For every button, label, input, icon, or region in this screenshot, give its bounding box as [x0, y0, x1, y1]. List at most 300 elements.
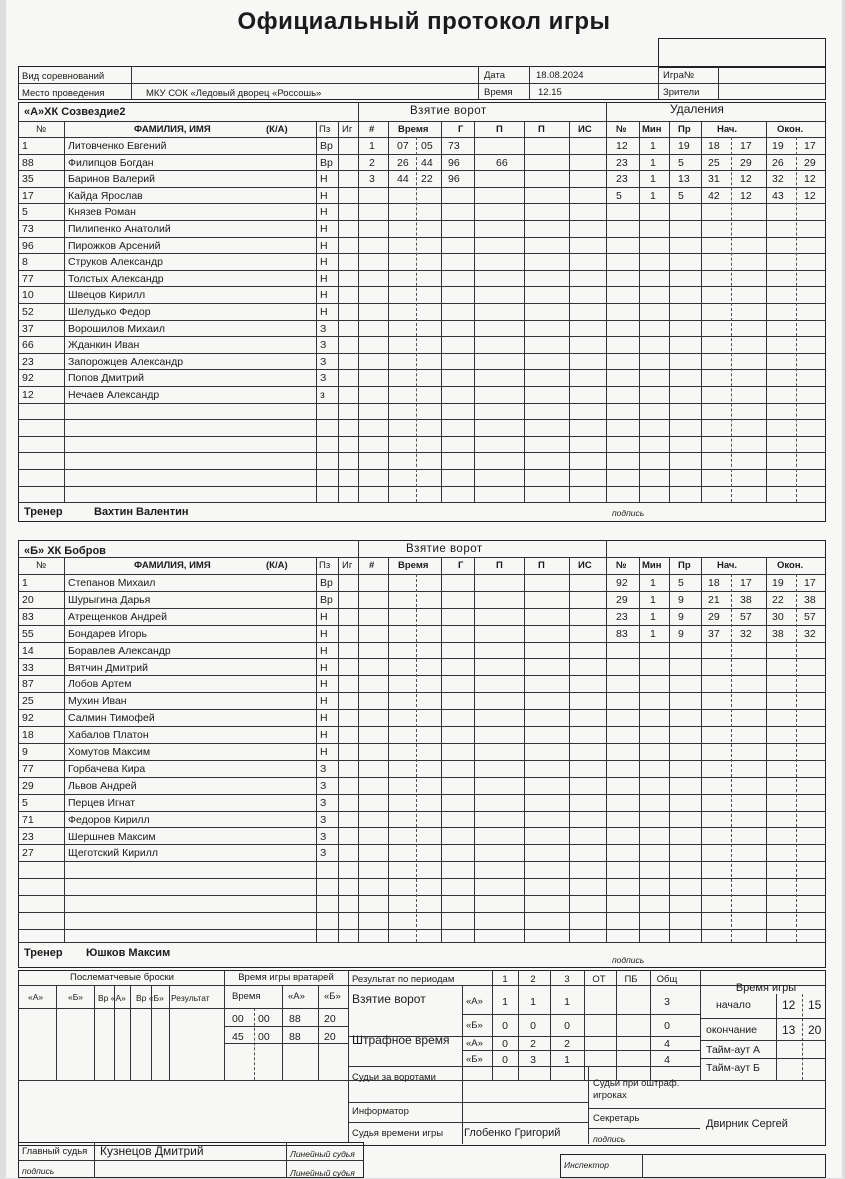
penalty-start-second: 12 — [740, 189, 752, 202]
penalty-end-second: 12 — [804, 189, 816, 202]
section-divider — [224, 970, 225, 1080]
player-position: Н — [320, 610, 328, 623]
row-line — [18, 353, 826, 354]
player-position: Н — [320, 729, 328, 742]
penalty-start-second: 32 — [740, 627, 752, 640]
game-end-minute: 20 — [808, 1023, 822, 1037]
penalty-reason: 5 — [678, 577, 684, 589]
seconds-divider — [416, 137, 417, 502]
player-position: з — [320, 389, 325, 401]
player-position: З — [320, 355, 327, 368]
player-number: 12 — [22, 389, 34, 401]
goalie-time-minute: 00 — [232, 1013, 244, 1025]
row-line — [18, 220, 826, 221]
goal-number: 1 — [369, 140, 375, 152]
period-score-cell: 3 — [664, 996, 670, 1008]
shootout-column-line — [130, 986, 131, 1080]
row-line — [18, 591, 826, 592]
column-header-name: ФАМИЛИЯ, ИМЯ — [134, 124, 211, 135]
row-line — [18, 658, 826, 659]
column-line — [64, 121, 65, 502]
penalty-minutes: 1 — [650, 156, 656, 169]
player-number: 52 — [22, 306, 34, 318]
row-line — [18, 237, 826, 238]
secretary-label: Секретарь — [593, 1113, 640, 1124]
game-end-label: окончание — [706, 1024, 758, 1036]
period-team-tag: «А» — [466, 996, 483, 1007]
goals-column-header: # — [369, 124, 375, 135]
player-number: 88 — [22, 156, 34, 169]
penalty-start-second: 12 — [740, 173, 752, 186]
goal-minute: 26 — [397, 156, 409, 169]
spectators-label: Зрители — [663, 87, 700, 98]
row-line — [18, 760, 826, 761]
team-b-coach-label: Тренер — [24, 947, 63, 959]
player-name: Бондарев Игорь — [68, 627, 147, 640]
goals-column-header: Г — [458, 560, 464, 571]
player-position: Н — [320, 173, 328, 186]
player-name: Нечаев Александр — [68, 389, 160, 401]
period-column-header: ПБ — [624, 974, 638, 985]
goal-scorer: 96 — [448, 156, 460, 169]
penalty-column-header: Окон. — [777, 560, 804, 571]
column-line — [338, 121, 339, 502]
penalty-reason: 5 — [678, 156, 684, 169]
game-end-hour: 13 — [782, 1023, 796, 1037]
column-line — [669, 121, 670, 502]
row-line — [18, 912, 826, 913]
timekeeper-label: Судья времени игры — [352, 1128, 444, 1139]
penalty-reason: 9 — [678, 627, 684, 640]
period-column-header: Общ — [656, 974, 678, 985]
column-line — [669, 557, 670, 942]
team-b-coach-name: Юшков Максим — [86, 947, 171, 959]
penalty-end-second: 57 — [804, 610, 816, 623]
player-position: Н — [320, 289, 328, 302]
column-line — [474, 121, 475, 502]
player-position: Н — [320, 272, 328, 285]
goals-column-header: П — [496, 124, 503, 135]
header-line — [18, 557, 826, 558]
row-line — [18, 844, 826, 845]
penalty-end-minute: 38 — [772, 627, 784, 640]
row-line — [18, 625, 826, 626]
row-line — [18, 203, 826, 204]
row-line — [18, 726, 826, 727]
goals-column-header: П — [496, 560, 503, 571]
player-position: З — [320, 813, 327, 826]
row-line — [18, 270, 826, 271]
goal-second: 05 — [421, 140, 433, 152]
goalie-time-second: 00 — [258, 1013, 270, 1025]
type-label: Вид соревнований — [22, 71, 105, 82]
penalty-end-minute: 19 — [772, 140, 784, 152]
goalie-column-line — [318, 986, 319, 1080]
goals-column-header: ИС — [578, 560, 592, 571]
game-time-row-line — [700, 1018, 826, 1019]
period-column-line — [550, 970, 551, 1080]
player-position: Вр — [320, 577, 333, 589]
period-score-cell: 2 — [530, 1038, 536, 1050]
officials-column-line — [462, 1066, 463, 1144]
period-score-cell: 0 — [564, 1020, 570, 1032]
player-position: Н — [320, 256, 328, 269]
player-number: 92 — [22, 372, 34, 385]
penalty-column-header: Нач. — [717, 124, 738, 135]
player-position: Н — [320, 223, 328, 235]
chief-referee-label: Главный судья — [22, 1146, 88, 1157]
time-value: 12.15 — [538, 87, 562, 98]
penalty-minutes: 1 — [650, 627, 656, 640]
column-header-position: Пз — [319, 560, 331, 571]
player-number: 1 — [22, 577, 28, 589]
column-header-position: Пз — [319, 124, 331, 135]
row-line — [18, 154, 826, 155]
penalty-column-header: Мин — [642, 560, 662, 571]
penalty-column-header: № — [616, 124, 627, 135]
penalty-column-header: Окон. — [777, 124, 804, 135]
place-value: МКУ СОК «Ледовый дворец «Россошь» — [146, 88, 322, 99]
period-score-cell: 0 — [502, 1054, 508, 1066]
column-line — [524, 121, 525, 502]
penalty-end-minute: 22 — [772, 593, 784, 606]
player-position: З — [320, 322, 327, 335]
shootout-column-header: «А» — [28, 992, 44, 1002]
player-number: 37 — [22, 322, 34, 335]
player-number: 77 — [22, 272, 34, 285]
column-line — [338, 557, 339, 942]
row-line — [18, 878, 826, 879]
column-line — [701, 121, 702, 502]
page-title: Официальный протокол игры — [237, 8, 611, 35]
goalie-time-second: 00 — [258, 1031, 270, 1043]
header-line — [18, 574, 826, 575]
section-divider — [606, 540, 607, 942]
period-score-cell: 1 — [502, 996, 508, 1008]
shootout-column-header: Вр «Б» — [136, 993, 164, 1003]
column-line — [639, 557, 640, 942]
row-line — [18, 253, 826, 254]
player-number: 29 — [22, 779, 34, 792]
player-name: Струков Александр — [68, 256, 163, 269]
goal-number: 2 — [369, 156, 375, 169]
row-line — [18, 827, 826, 828]
player-number: 33 — [22, 661, 34, 674]
penalty-end-minute: 30 — [772, 610, 784, 623]
player-position: Н — [320, 206, 328, 219]
player-name: Литовченко Евгений — [68, 140, 167, 152]
shootout-title: Послематчевые броски — [70, 972, 174, 983]
row-line — [18, 861, 826, 862]
player-name: Швецов Кирилл — [68, 289, 146, 302]
goal-minute: 07 — [397, 140, 409, 152]
player-name: Лобов Артем — [68, 678, 132, 691]
game-start-label: начало — [716, 999, 751, 1011]
player-number: 77 — [22, 762, 34, 775]
secretary-name: Двирник Сергей — [706, 1118, 788, 1130]
period-column-header: 1 — [502, 974, 508, 985]
penalty-end-second: 17 — [804, 140, 816, 152]
penalty-column-header: Пр — [678, 124, 691, 135]
period-column-header: ОТ — [592, 974, 606, 985]
linesman-label: Линейный судья — [290, 1149, 355, 1159]
linesman-2-label: Линейный судья — [290, 1168, 355, 1178]
chief-referee-signature-label: подпись — [22, 1166, 55, 1176]
penalty-minutes: 1 — [650, 189, 656, 202]
player-number: 23 — [22, 355, 34, 368]
penalty-start-second: 17 — [740, 577, 752, 589]
player-number: 96 — [22, 239, 34, 252]
column-line — [388, 121, 389, 502]
player-position: З — [320, 847, 327, 860]
penalty-minutes: 1 — [650, 173, 656, 186]
column-line — [441, 557, 442, 942]
goalie-time-col-a: «А» — [288, 991, 305, 1002]
section-divider — [358, 540, 359, 942]
player-name: Хабалов Платон — [68, 729, 149, 742]
row-line — [18, 642, 826, 643]
player-name: Пилипенко Анатолий — [68, 223, 171, 235]
column-line — [316, 121, 317, 502]
penalty-minutes: 1 — [650, 577, 656, 589]
shootout-column-header: «Б» — [68, 992, 84, 1002]
shootout-column-header: Вр «А» — [98, 993, 126, 1003]
row-line — [18, 336, 826, 337]
shootout-column-line — [56, 986, 57, 1080]
goal-scorer: 73 — [448, 140, 460, 152]
timeout-a-label: Тайм-аут А — [706, 1044, 761, 1056]
game-time-column-line — [776, 994, 777, 1080]
row-line — [18, 286, 826, 287]
player-name: Горбачева Кира — [68, 762, 146, 775]
game-label: Игра№ — [663, 70, 695, 81]
penalty-player-number: 5 — [616, 189, 622, 202]
goals-column-header: Время — [398, 560, 429, 571]
goals-column-header: # — [369, 560, 375, 571]
period-score-cell: 3 — [530, 1054, 536, 1066]
penalty-end-minute: 32 — [772, 173, 784, 186]
team-b-name: «Б» ХК Бобров — [24, 545, 106, 557]
game-start-minute: 15 — [808, 998, 822, 1012]
column-line — [569, 121, 570, 502]
penalty-player-number: 92 — [616, 577, 628, 589]
penalty-start-minute: 42 — [708, 189, 720, 202]
row-line — [18, 170, 826, 171]
place-label: Место проведения — [22, 88, 105, 99]
player-name: Жданкин Иван — [68, 339, 140, 352]
goalie-row-line — [224, 1043, 348, 1044]
column-line — [316, 557, 317, 942]
player-number: 83 — [22, 610, 34, 623]
player-name: Пирожков Арсений — [68, 239, 161, 252]
player-name: Шершнев Максим — [68, 830, 156, 843]
team-a-coach-name: Вахтин Валентин — [94, 506, 189, 518]
row-line — [18, 692, 826, 693]
player-number: 8 — [22, 256, 28, 269]
officials-column-line — [588, 1066, 589, 1144]
player-position: Вр — [320, 156, 333, 169]
player-position: Вр — [320, 140, 333, 152]
seconds-divider — [416, 574, 417, 942]
goal-judges-label: Судьи за воротами — [352, 1072, 436, 1083]
player-name: Боравлев Александр — [68, 644, 171, 657]
penalty-reason: 19 — [678, 140, 690, 152]
shootout-column-line — [169, 986, 170, 1080]
shootout-column-line — [94, 986, 95, 1080]
penalty-start-minute: 18 — [708, 140, 720, 152]
column-header-ka: (К/А) — [266, 560, 288, 571]
inspector-column-line — [642, 1154, 643, 1178]
player-name: Толстых Александр — [68, 272, 164, 285]
game-time-seconds-divider — [802, 994, 803, 1080]
player-name: Запорожцев Александр — [68, 355, 184, 368]
period-column-line — [616, 970, 617, 1080]
player-name: Кайда Ярослав — [68, 189, 143, 202]
penalty-end-minute: 26 — [772, 156, 784, 169]
timekeeper-name: Глобенко Григорий — [464, 1127, 561, 1139]
date-label: Дата — [484, 70, 506, 81]
column-header-num: № — [36, 124, 47, 135]
column-line — [441, 121, 442, 502]
player-name: Мухин Иван — [68, 695, 127, 708]
goalie-seconds-divider — [254, 1008, 255, 1080]
penalty-player-number: 23 — [616, 156, 628, 169]
goals-row-label: Взятие ворот — [352, 992, 426, 1006]
penalty-reason: 13 — [678, 173, 690, 186]
period-score-cell: 0 — [530, 1020, 536, 1032]
penalty-reason: 9 — [678, 610, 684, 623]
header-line — [18, 121, 826, 122]
seconds-divider — [796, 574, 797, 942]
period-column-line — [650, 970, 651, 1080]
team-a-goals-title: Взятие ворот — [410, 105, 487, 117]
penalty-column-header: Мин — [642, 124, 662, 135]
row-line — [18, 452, 826, 453]
header-corner-box — [658, 38, 826, 68]
row-line — [18, 436, 826, 437]
player-number: 71 — [22, 813, 34, 826]
row-line — [18, 369, 826, 370]
goalie-number-b: 20 — [324, 1013, 336, 1025]
column-header-played: Иг — [342, 124, 353, 135]
player-position: Н — [320, 712, 328, 725]
seconds-divider — [796, 137, 797, 502]
player-position: Н — [320, 746, 328, 758]
player-number: 87 — [22, 678, 34, 691]
penalty-reason: 9 — [678, 593, 684, 606]
penalty-end-minute: 43 — [772, 189, 784, 202]
row-line — [18, 794, 826, 795]
goalie-row-line — [224, 1026, 348, 1027]
player-name: Щеготский Кирилл — [68, 847, 159, 860]
goalie-time-col-time: Время — [232, 991, 261, 1002]
column-line — [569, 557, 570, 942]
row-line — [18, 929, 826, 930]
player-number: 66 — [22, 339, 34, 352]
team-a-name: «А»ХК Созвездие2 — [24, 106, 126, 118]
period-team-tag: «Б» — [466, 1054, 483, 1065]
penalty-start-second: 29 — [740, 156, 752, 169]
goal-minute: 44 — [397, 173, 409, 186]
column-header-ka: (К/А) — [266, 124, 288, 135]
penalty-start-minute: 37 — [708, 627, 720, 640]
player-position: Н — [320, 189, 328, 202]
penalty-time-row-label: Штрафное время — [352, 1033, 450, 1047]
period-column-header: 2 — [530, 974, 536, 985]
player-number: 92 — [22, 712, 34, 725]
player-name: Салмин Тимофей — [68, 712, 155, 725]
player-number: 18 — [22, 729, 34, 742]
goals-column-header: ИС — [578, 124, 592, 135]
row-line — [18, 811, 826, 812]
period-column-line — [518, 970, 519, 1080]
chief-referee-name: Кузнецов Дмитрий — [100, 1144, 204, 1158]
goalie-time-minute: 45 — [232, 1031, 244, 1043]
player-number: 17 — [22, 189, 34, 202]
player-number: 9 — [22, 746, 28, 758]
penalty-start-minute: 31 — [708, 173, 720, 186]
row-line — [18, 403, 826, 404]
goalie-time-title: Время игры вратарей — [238, 972, 334, 983]
period-score-cell: 0 — [502, 1038, 508, 1050]
row-line — [18, 895, 826, 896]
penalty-start-second: 17 — [740, 140, 752, 152]
officials-line — [348, 1102, 588, 1103]
team-a-coach-label: Тренер — [24, 506, 63, 518]
goals-column-header: П — [538, 124, 545, 135]
goalie-number-b: 20 — [324, 1031, 336, 1043]
player-number: 14 — [22, 644, 34, 657]
column-header-name: ФАМИЛИЯ, ИМЯ — [134, 560, 211, 571]
player-position: Н — [320, 661, 328, 674]
goal-assist-1: 66 — [496, 156, 508, 169]
player-position: З — [320, 339, 327, 352]
penalty-minutes: 1 — [650, 610, 656, 623]
player-name: Баринов Валерий — [68, 173, 155, 186]
penalty-column-header: Нач. — [717, 560, 738, 571]
period-score-cell: 0 — [502, 1020, 508, 1032]
player-position: З — [320, 830, 327, 843]
penalty-end-second: 17 — [804, 577, 816, 589]
player-position: Н — [320, 239, 328, 252]
team-b-goals-title: Взятие ворот — [406, 543, 483, 555]
shootout-column-header: Результат — [171, 993, 210, 1003]
player-position: Вр — [320, 593, 333, 606]
player-position: Н — [320, 306, 328, 318]
player-name: Степанов Михаил — [68, 577, 156, 589]
penalty-player-number: 23 — [616, 610, 628, 623]
goalie-number-a: 88 — [289, 1031, 301, 1043]
shootout-header-line — [18, 1008, 224, 1009]
player-number: 5 — [22, 796, 28, 809]
period-score-cell: 2 — [564, 1038, 570, 1050]
column-header-played: Иг — [342, 560, 353, 571]
column-line — [766, 121, 767, 502]
player-name: Федоров Кирилл — [68, 813, 150, 826]
period-score-cell: 1 — [530, 996, 536, 1008]
period-row-line — [348, 1066, 700, 1067]
player-number: 27 — [22, 847, 34, 860]
goals-column-header: Время — [398, 124, 429, 135]
game-start-hour: 12 — [782, 998, 796, 1012]
player-number: 35 — [22, 173, 34, 186]
period-score-cell: 4 — [664, 1054, 670, 1066]
penalty-end-minute: 19 — [772, 577, 784, 589]
period-team-tag: «Б» — [466, 1020, 483, 1031]
player-position: З — [320, 779, 327, 792]
penalty-start-minute: 25 — [708, 156, 720, 169]
seconds-divider — [731, 137, 732, 502]
